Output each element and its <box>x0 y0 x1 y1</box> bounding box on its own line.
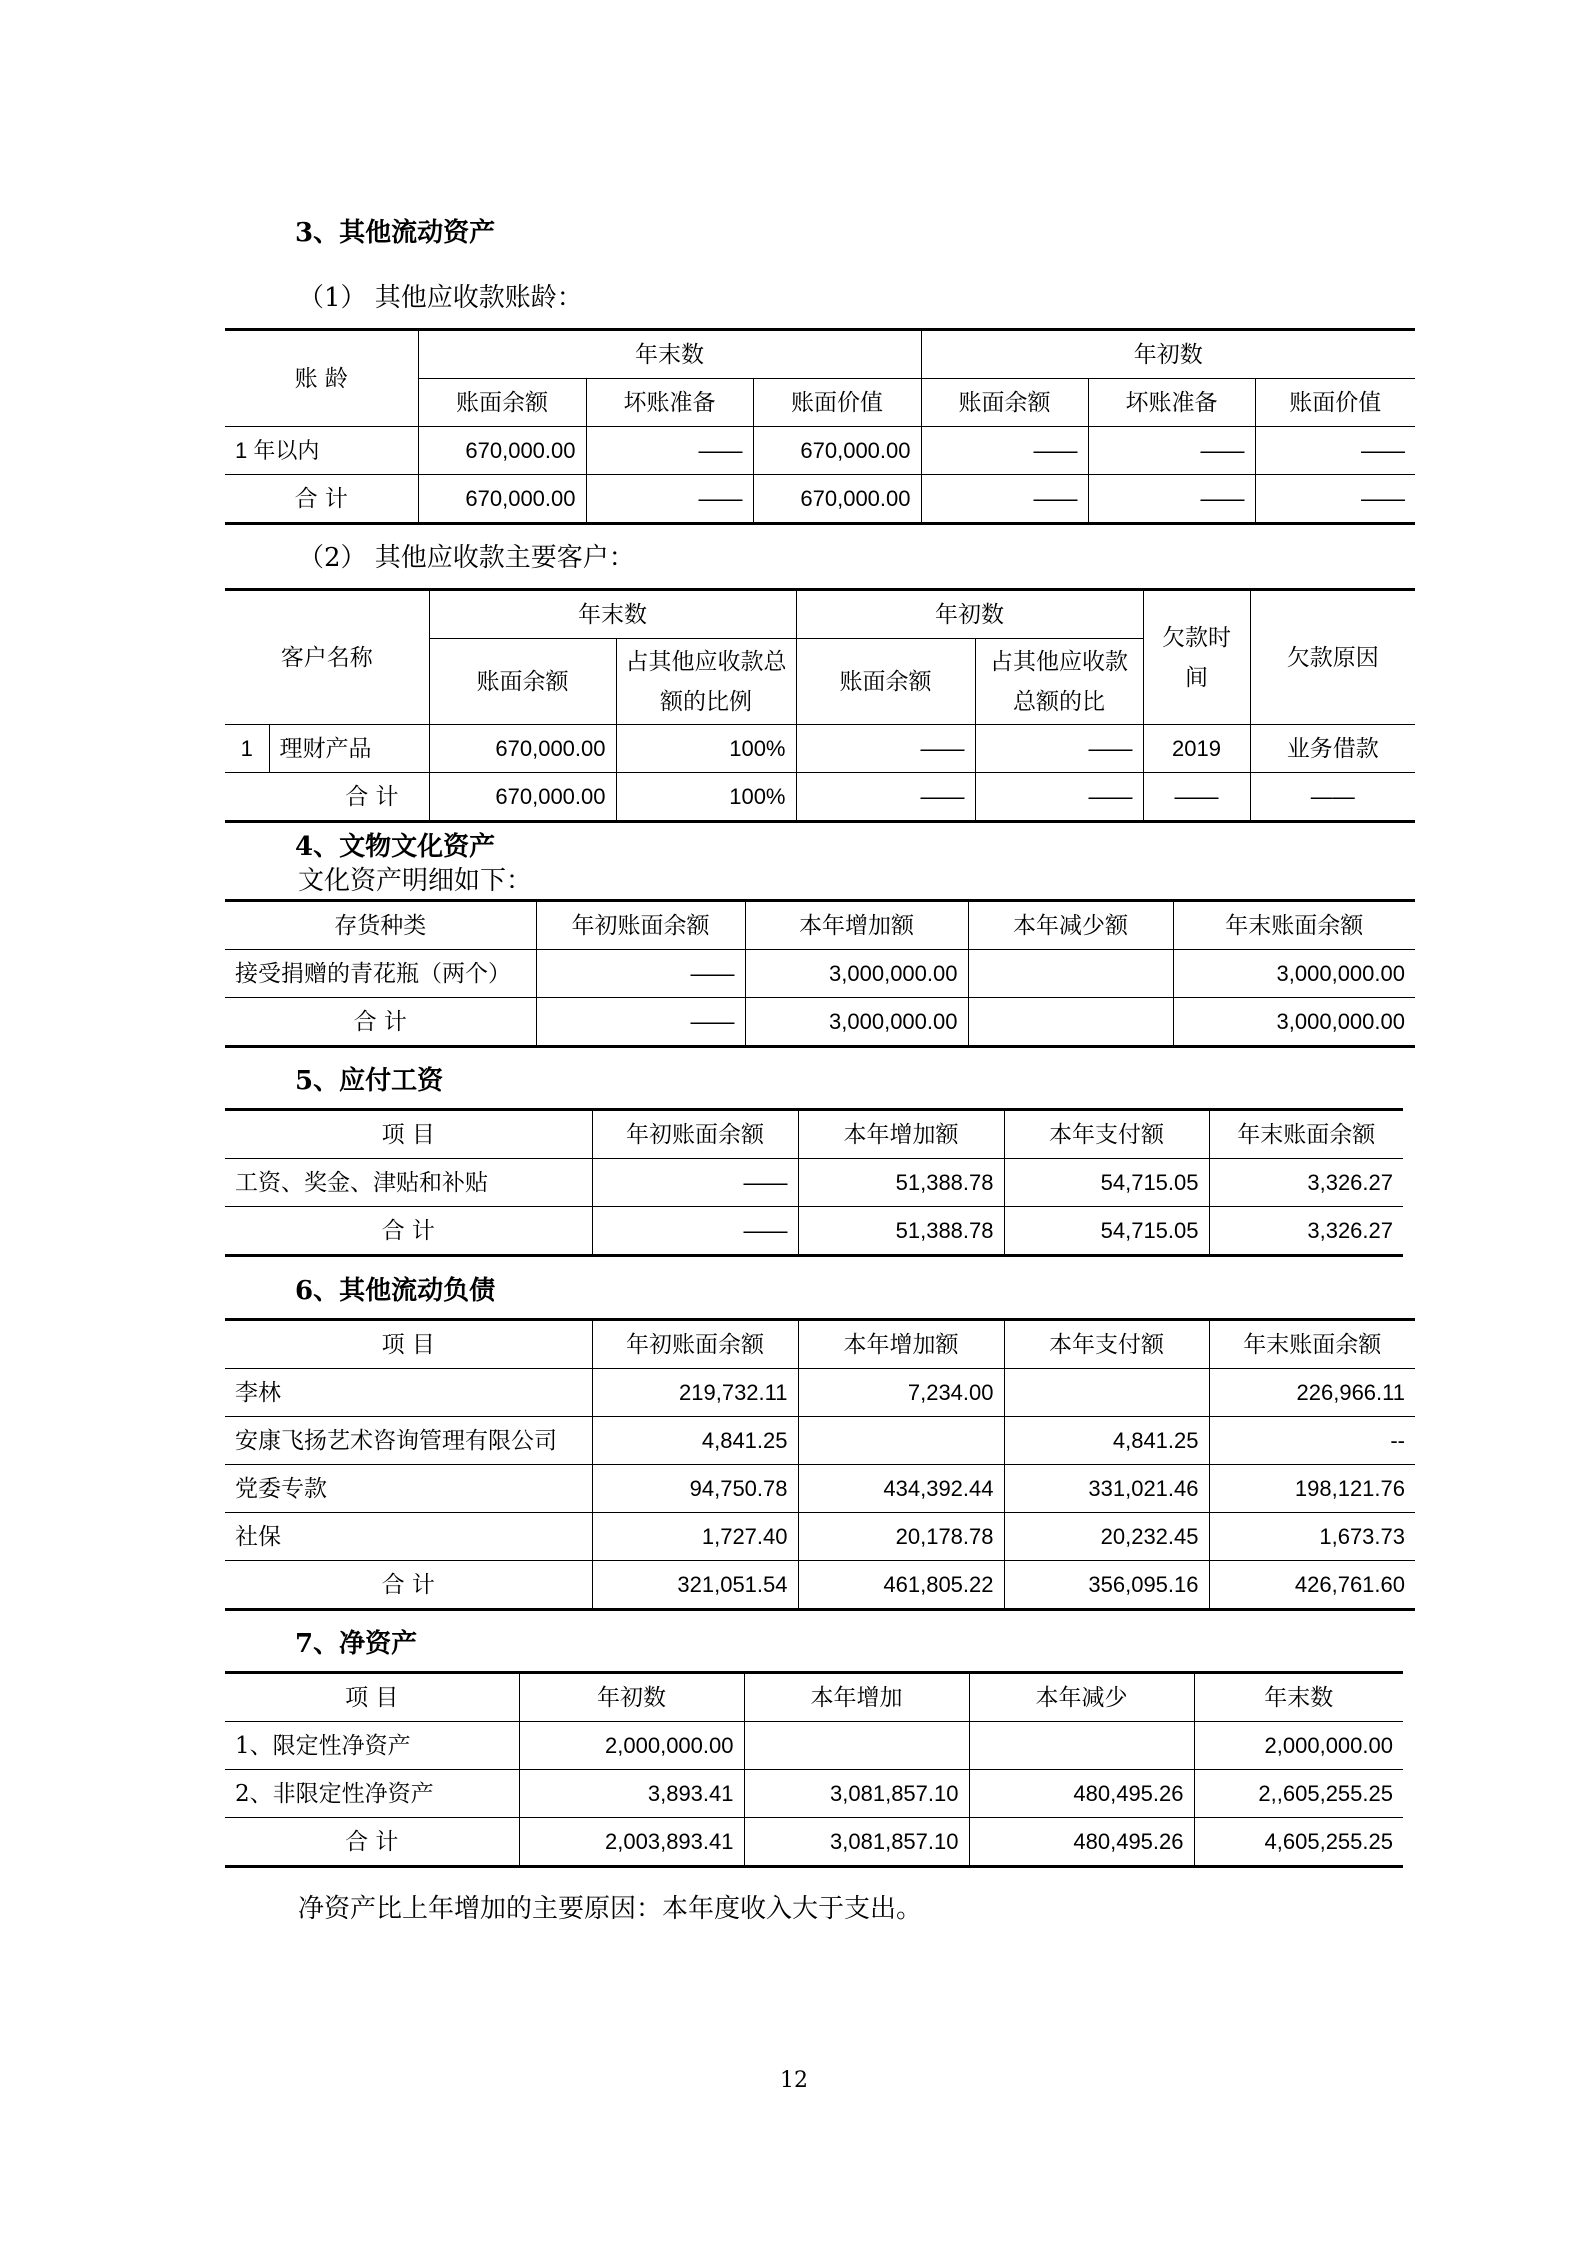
header-debt-time: 欠款时间 <box>1143 590 1250 725</box>
subsection-2-title: （2） 其他应收款主要客户： <box>298 543 635 573</box>
table-cell: —— <box>921 427 1088 475</box>
table-header: 年初数 <box>519 1673 744 1722</box>
table-header: 本年支付额 <box>1004 1320 1209 1369</box>
table-cell: 2,000,000.00 <box>519 1722 744 1770</box>
table-cell: 4,841.25 <box>592 1417 798 1465</box>
table-cell: 100% <box>616 725 796 773</box>
table-cell: 1,673.73 <box>1209 1513 1415 1561</box>
table-cell: 670,000.00 <box>418 427 586 475</box>
payroll-table <box>225 1108 1403 1257</box>
header-year-begin: 年初数 <box>796 590 1143 639</box>
table-cell: —— <box>921 475 1088 524</box>
table-cell: 2,,605,255.25 <box>1194 1770 1403 1818</box>
table-cell: -- <box>1209 1417 1415 1465</box>
table-cell: 670,000.00 <box>753 475 921 524</box>
table-row <box>225 1465 1415 1513</box>
table-cell: —— <box>1250 773 1415 822</box>
table-cell: 331,021.46 <box>1004 1465 1209 1513</box>
table-header: 本年增加额 <box>798 1320 1004 1369</box>
table-cell: 51,388.78 <box>798 1207 1004 1256</box>
table-cell: 20,232.45 <box>1004 1513 1209 1561</box>
table-row-total <box>225 998 1415 1047</box>
table-header: 本年增加额 <box>745 901 968 950</box>
table-cell: 3,000,000.00 <box>745 950 968 998</box>
table-row-total <box>225 1561 1415 1610</box>
page-number: 12 <box>780 2068 808 2093</box>
section-5-title: 5、应付工资 <box>295 1066 444 1096</box>
table-cell: —— <box>592 1159 798 1207</box>
table-cell: —— <box>536 998 745 1047</box>
table-cell: 670,000.00 <box>429 773 616 822</box>
table-cell: 社保 <box>225 1513 592 1561</box>
section-4-title: 4、文物文化资产 <box>295 832 496 862</box>
table-row <box>225 1159 1403 1207</box>
table-cell: 接受捐赠的青花瓶（两个） <box>225 950 536 998</box>
table-cell: 434,392.44 <box>798 1465 1004 1513</box>
table-cell: 党委专款 <box>225 1465 592 1513</box>
table-header: 年末账面余额 <box>1209 1110 1403 1159</box>
table-cell: —— <box>586 475 753 524</box>
table-header: 本年增加 <box>744 1673 969 1722</box>
table-header: 本年减少 <box>969 1673 1194 1722</box>
header-aging: 账 龄 <box>225 330 418 427</box>
table-row <box>225 1513 1415 1561</box>
table-cell: 3,000,000.00 <box>745 998 968 1047</box>
table-cell: 219,732.11 <box>592 1369 798 1417</box>
table-cell: 3,893.41 <box>519 1770 744 1818</box>
table-cell: 426,761.60 <box>1209 1561 1415 1610</box>
header-balance: 账面余额 <box>429 639 616 725</box>
table-cell: 3,081,857.10 <box>744 1770 969 1818</box>
table-cell: 1 年以内 <box>225 427 418 475</box>
table-cell: —— <box>592 1207 798 1256</box>
table-cell: 业务借款 <box>1250 725 1415 773</box>
table-header: 本年减少额 <box>968 901 1173 950</box>
table-cell: —— <box>796 725 975 773</box>
table-cell: 480,495.26 <box>969 1770 1194 1818</box>
table-cell: 670,000.00 <box>753 427 921 475</box>
table-header: 项 目 <box>225 1673 519 1722</box>
section-3-title: 3、其他流动资产 <box>295 218 496 248</box>
table-cell: 合 计 <box>225 773 429 822</box>
table-cell: 3,326.27 <box>1209 1159 1403 1207</box>
table-cell: —— <box>536 950 745 998</box>
table-cell: 理财产品 <box>269 725 429 773</box>
header-allowance: 坏账准备 <box>1088 379 1255 427</box>
table-cell: —— <box>796 773 975 822</box>
table-cell: —— <box>586 427 753 475</box>
table-header: 本年增加额 <box>798 1110 1004 1159</box>
section-6-title: 6、其他流动负债 <box>295 1276 496 1306</box>
table-cell: —— <box>1088 427 1255 475</box>
header-balance: 账面余额 <box>418 379 586 427</box>
section-4-intro: 文化资产明细如下： <box>298 866 533 896</box>
customer-table <box>225 588 1415 823</box>
table-row <box>225 1722 1403 1770</box>
table-cell: 工资、奖金、津贴和补贴 <box>225 1159 592 1207</box>
table-header: 年初账面余额 <box>592 1110 798 1159</box>
table-cell: 合 计 <box>225 1561 592 1610</box>
table-cell: 7,234.00 <box>798 1369 1004 1417</box>
table-cell: 合 计 <box>225 1818 519 1867</box>
table-cell: —— <box>975 773 1143 822</box>
table-cell: 1,727.40 <box>592 1513 798 1561</box>
table-cell: 480,495.26 <box>969 1818 1194 1867</box>
table-cell: 2,003,893.41 <box>519 1818 744 1867</box>
table-cell: 安康飞扬艺术咨询管理有限公司 <box>225 1417 592 1465</box>
header-value: 账面价值 <box>753 379 921 427</box>
table-row <box>225 1369 1415 1417</box>
table-cell: 226,966.11 <box>1209 1369 1415 1417</box>
table-cell: 3,081,857.10 <box>744 1818 969 1867</box>
header-year-end: 年末数 <box>418 330 921 379</box>
header-year-begin: 年初数 <box>921 330 1415 379</box>
header-balance: 账面余额 <box>796 639 975 725</box>
table-cell: 54,715.05 <box>1004 1159 1209 1207</box>
table-row-total <box>225 773 1415 822</box>
table-row-total <box>225 475 1415 524</box>
table-cell: 670,000.00 <box>418 475 586 524</box>
table-cell: 李林 <box>225 1369 592 1417</box>
table-cell: 321,051.54 <box>592 1561 798 1610</box>
table-cell: —— <box>1088 475 1255 524</box>
table-cell: 合 计 <box>225 1207 592 1256</box>
table-cell <box>969 1722 1194 1770</box>
table-row <box>225 1417 1415 1465</box>
table-row <box>225 427 1415 475</box>
table-cell: 4,605,255.25 <box>1194 1818 1403 1867</box>
table-cell <box>798 1417 1004 1465</box>
header-balance: 账面余额 <box>921 379 1088 427</box>
net-assets-note: 净资产比上年增加的主要原因：本年度收入大于支出。 <box>298 1894 923 1924</box>
table-row-total <box>225 1207 1403 1256</box>
table-cell: 2019 <box>1143 725 1250 773</box>
table-cell: 54,715.05 <box>1004 1207 1209 1256</box>
header-year-end: 年末数 <box>429 590 796 639</box>
table-header: 年末账面余额 <box>1173 901 1415 950</box>
table-cell: 3,000,000.00 <box>1173 950 1415 998</box>
subsection-1-title: （1） 其他应收款账龄： <box>298 283 583 313</box>
table-header: 项 目 <box>225 1320 592 1369</box>
header-allowance: 坏账准备 <box>586 379 753 427</box>
table-cell: 合 计 <box>225 998 536 1047</box>
aging-table <box>225 328 1415 525</box>
table-header: 年末账面余额 <box>1209 1320 1415 1369</box>
table-cell: 合 计 <box>225 475 418 524</box>
table-row <box>225 725 1415 773</box>
cultural-assets-table <box>225 899 1415 1048</box>
table-row <box>225 1770 1403 1818</box>
header-ratio-end: 占其他应收款总额的比例 <box>616 639 796 725</box>
table-header: 项 目 <box>225 1110 592 1159</box>
table-cell <box>744 1722 969 1770</box>
table-cell: 100% <box>616 773 796 822</box>
table-cell <box>968 950 1173 998</box>
table-cell: 198,121.76 <box>1209 1465 1415 1513</box>
section-7-title: 7、净资产 <box>295 1629 418 1659</box>
table-cell: 20,178.78 <box>798 1513 1004 1561</box>
table-header: 年初账面余额 <box>536 901 745 950</box>
table-cell <box>968 998 1173 1047</box>
table-cell: 1、限定性净资产 <box>225 1722 519 1770</box>
other-liabilities-table <box>225 1318 1415 1611</box>
table-header: 存货种类 <box>225 901 536 950</box>
table-header: 本年支付额 <box>1004 1110 1209 1159</box>
table-cell: 3,000,000.00 <box>1173 998 1415 1047</box>
header-ratio-begin: 占其他应收款总额的比 <box>975 639 1143 725</box>
table-cell: —— <box>1255 475 1415 524</box>
table-row-total <box>225 1818 1403 1867</box>
header-debt-reason: 欠款原因 <box>1250 590 1415 725</box>
table-cell: 461,805.22 <box>798 1561 1004 1610</box>
table-cell: 356,095.16 <box>1004 1561 1209 1610</box>
table-cell <box>1004 1369 1209 1417</box>
table-header: 年末数 <box>1194 1673 1403 1722</box>
table-cell: 4,841.25 <box>1004 1417 1209 1465</box>
header-value: 账面价值 <box>1255 379 1415 427</box>
header-customer-name: 客户名称 <box>225 590 429 725</box>
table-cell: 2、非限定性净资产 <box>225 1770 519 1818</box>
table-cell: —— <box>1143 773 1250 822</box>
table-cell: 94,750.78 <box>592 1465 798 1513</box>
table-cell: —— <box>975 725 1143 773</box>
table-cell: 3,326.27 <box>1209 1207 1403 1256</box>
table-header: 年初账面余额 <box>592 1320 798 1369</box>
table-cell: 51,388.78 <box>798 1159 1004 1207</box>
net-assets-table <box>225 1671 1403 1868</box>
table-cell: 670,000.00 <box>429 725 616 773</box>
table-cell: 2,000,000.00 <box>1194 1722 1403 1770</box>
table-cell: —— <box>1255 427 1415 475</box>
table-cell: 1 <box>225 725 269 773</box>
table-row <box>225 950 1415 998</box>
